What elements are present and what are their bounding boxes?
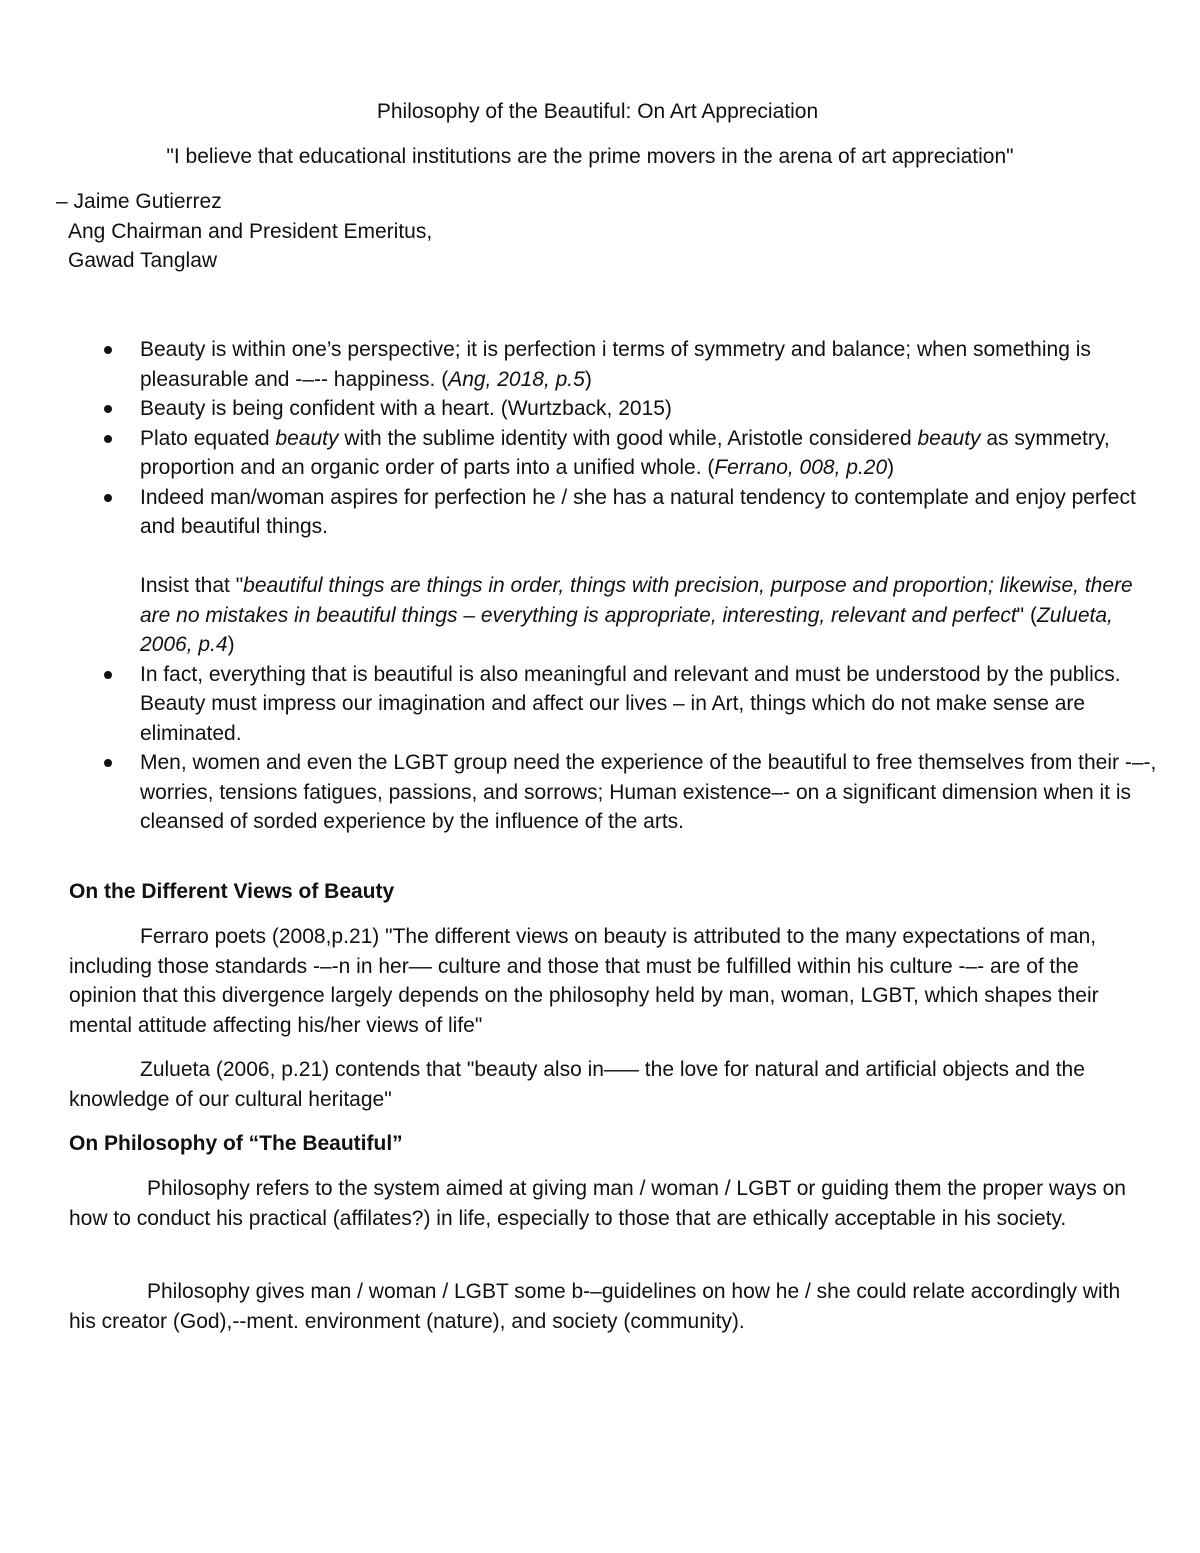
paragraph-ferraro: Ferraro poets (2008,p.21) "The different views on beauty is attributed to the many expectations of man, including those standards -–-n in her–– culture and those that must be fulfilled within his culture -–- are of the opinion that this divergence largely depends on the philosophy held by man, woman, LGBT, which shapes their mental attitude affecting his/her views of life" [69,925,1099,1037]
attribution-name: – Jaime Gutierrez [56,190,222,213]
paragraph-philosophy-gives: Philosophy gives man / woman / LGBT some b-–guidelines on how he / she could relate accordingly with his creator (God),--ment. environment (nature), and society (community). [69,1280,1121,1333]
section-heading-views: On the Different Views of Beauty [69,880,395,903]
list-item: Beauty is being confident with a heart. (Wurtzback, 2015) [0,394,1160,424]
citation: Zulueta, 2006, p.4 [140,603,1113,656]
insist-quote: Insist that "beautiful things are things in order, things with precision, purpose and proportion; likewise, there are no mistakes in beautiful things – everything is appropriate, interesting, relevant and perfect" (Zulueta, 2006, p.4) [140,574,1133,656]
bullet-icon [104,759,112,767]
epigraph-quote: "I believe that educational institutions are the prime movers in the arena of art appreciation" [166,145,1014,168]
list-item: Plato equated beauty with the sublime identity with good while, Aristotle considered beauty as symmetry, proportion and an organic order of parts into a unified whole. (Ferrano, 008, p.20) [0,424,1160,483]
paragraph-zulueta: Zulueta (2006, p.21) contends that "beauty also in––– the love for natural and artificial objects and the knowledge of our cultural heritage" [69,1058,1085,1111]
list-item: In fact, everything that is beautiful is also meaningful and relevant and must be understood by the publics. Beauty must impress our imagination and affect our lives – in Art, things which do not make sense are eliminated. [0,660,1160,749]
citation: Ferrano, 008, p.20 [714,456,888,479]
list-item: Indeed man/woman aspires for perfection he / she has a natural tendency to contemplate and enjoy perfect and beautiful things. Insist that "beautiful things are things in order, things with precision, purpose and proportion; likewise, there are no mistakes in beautiful things – everything is appropriate, interesting, relevant and perfect" (Zulueta, 2006, p.4) [0,483,1160,660]
section-heading-philosophy: On Philosophy of “The Beautiful” [69,1132,403,1155]
bullet-icon [104,435,112,443]
list-item: Beauty is within one’s perspective; it is perfection i terms of symmetry and balance; when something is pleasurable and -–-- happiness. (Ang, 2018, p.5) [0,335,1160,394]
bullet-icon [104,346,112,354]
citation: Ang, 2018, p.5 [448,367,585,391]
beauty-bullet-list [0,335,1160,837]
list-item: Men, women and even the LGBT group need the experience of the beautiful to free themselves from their -–-, worries, tensions fatigues, passions, and sorrows; Human existence–- on a significant dimension when it is cleansed of sorded experience by the influence of the arts. [0,748,1160,837]
attribution-org: Gawad Tanglaw [68,249,218,272]
bullet-icon [104,405,112,413]
bullet-icon [104,671,112,679]
bullet-icon [104,494,112,502]
document-title: Philosophy of the Beautiful: On Art Appreciation [376,100,819,123]
attribution-role: Ang Chairman and President Emeritus, [68,219,433,243]
quote-attribution [56,187,432,276]
paragraph-philosophy-refers: Philosophy refers to the system aimed at giving man / woman / LGBT or guiding them the proper ways on how to conduct his practical (affilates?) in life, especially to those that are ethically acceptable in his society. [69,1177,1126,1230]
